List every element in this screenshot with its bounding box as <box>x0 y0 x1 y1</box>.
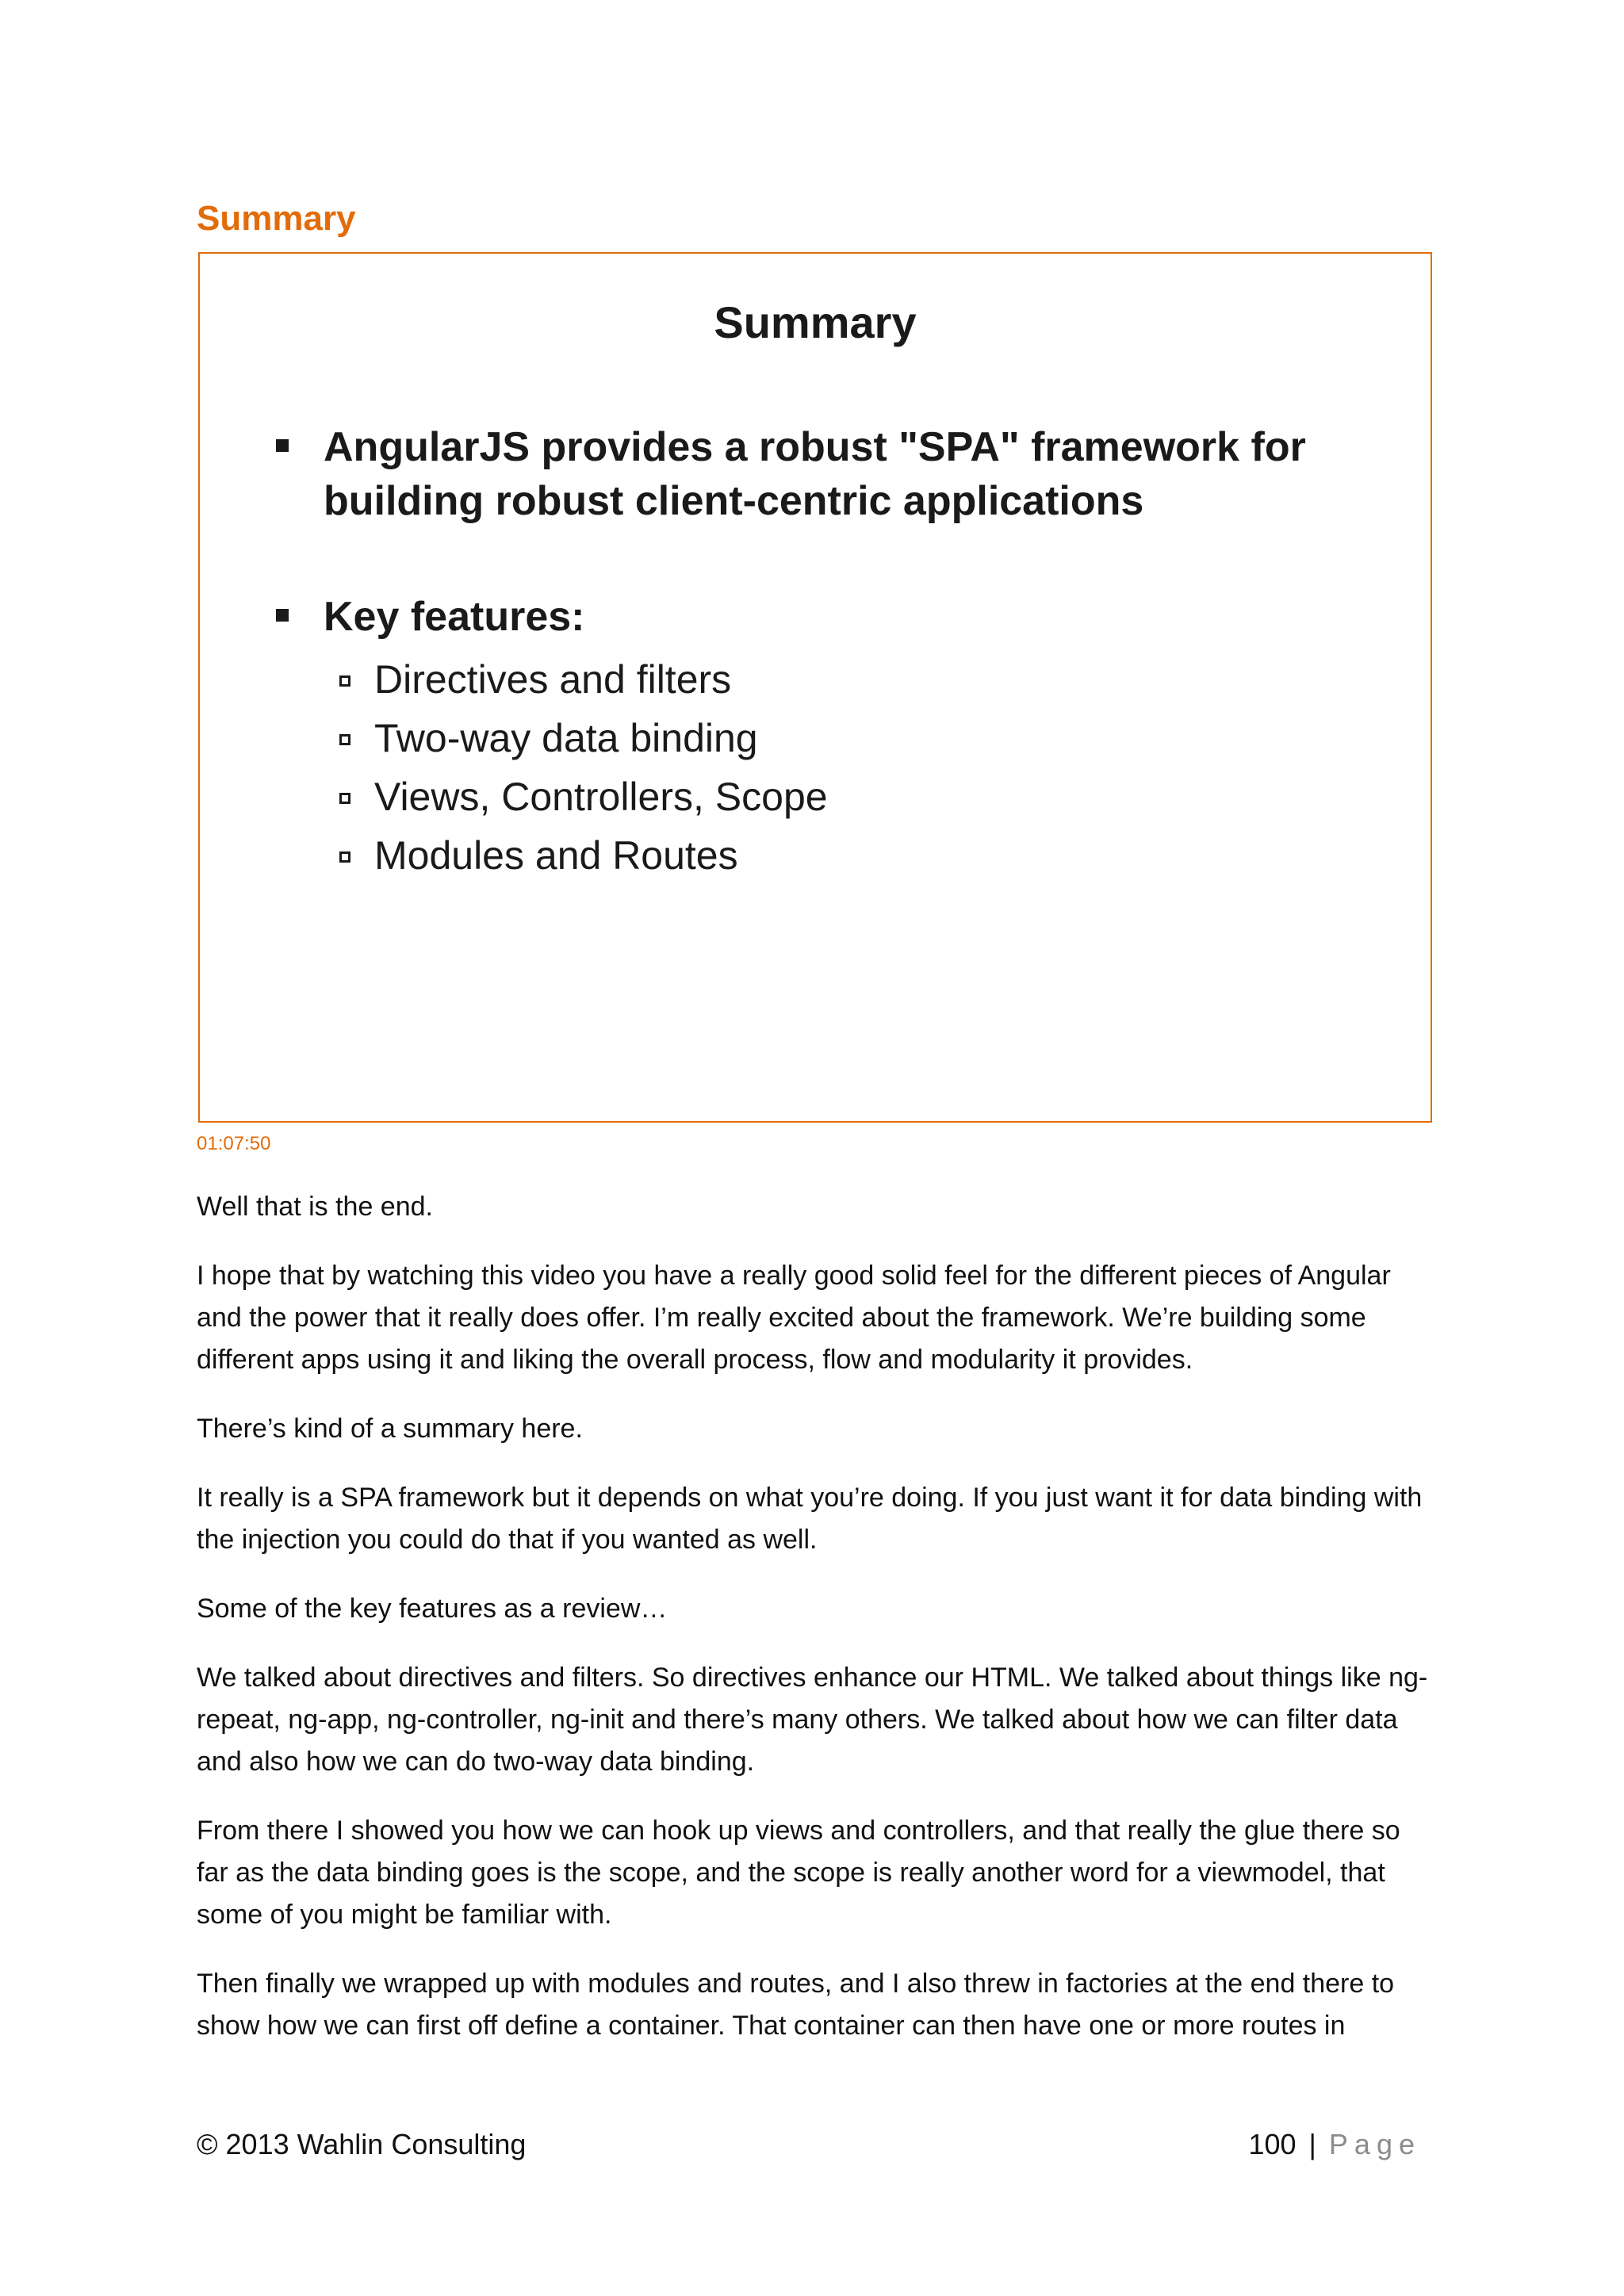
page-number: 100 <box>1248 2128 1297 2160</box>
hollow-square-bullet-icon <box>339 851 350 863</box>
page-footer <box>197 2125 1434 2164</box>
slide-title <box>200 295 1431 350</box>
hollow-square-bullet-icon <box>339 675 350 687</box>
paragraph: I hope that by watching this video you have a really good solid feel for the different pieces of Angular and the power that it really does offer. I’m really excited about the framework. We’re building some different apps using it and liking the overall process, flow and modularity it provides. <box>197 1261 1391 1375</box>
paragraph: Well that is the end. <box>197 1192 433 1222</box>
paragraph: Then finally we wrapped up with modules and routes, and I also threw in factories at the end there to show how we can first off define a container. That container can then have one or more routes in <box>197 1969 1395 2041</box>
slide-bullet-text: Key features: <box>324 594 585 640</box>
slide-title-text: Summary <box>714 297 917 347</box>
footer-page-label: Page <box>1328 2128 1421 2160</box>
slide-image <box>198 252 1432 1123</box>
slide-bullet-line-2: building robust client-centric applications <box>324 478 1144 524</box>
paragraph: We talked about directives and filters. So directives enhance our HTML. We talked about things like ng-repeat, ng-app, ng-controller, ng-init and there’s many others. We talked about how we can filter data and also how we can do two-way data binding. <box>197 1663 1428 1777</box>
hollow-square-bullet-icon <box>339 793 350 804</box>
footer-separator: | <box>1308 2128 1316 2160</box>
paragraph: There’s kind of a summary here. <box>197 1414 583 1444</box>
square-bullet-icon <box>276 609 289 622</box>
video-timestamp: 01:07:50 <box>197 1133 271 1154</box>
footer-copyright: © 2013 Wahlin Consulting <box>197 2128 527 2160</box>
paragraph: Some of the key features as a review… <box>197 1594 668 1624</box>
slide-sub-item-text: Directives and filters <box>374 657 732 702</box>
slide-sub-item-text: Modules and Routes <box>374 833 738 878</box>
square-bullet-icon <box>276 439 289 452</box>
slide-sub-item-text: Views, Controllers, Scope <box>374 775 828 819</box>
slide-bullet-text <box>324 420 1306 528</box>
footer-page-number <box>1248 2125 1421 2164</box>
paragraph: It really is a SPA framework but it depends on what you’re doing. If you just want it for data binding with the injection you could do that if you wanted as well. <box>197 1483 1423 1555</box>
hollow-square-bullet-icon <box>339 734 350 745</box>
paragraph: From there I showed you how we can hook up views and controllers, and that really the glue there so far as the data binding goes is the scope, and the scope is really another word for a viewmodel, that some of you might be familiar with. <box>197 1816 1400 1930</box>
section-heading: Summary <box>197 199 356 238</box>
transcript-body <box>197 1186 1434 2074</box>
slide-bullet-line-1: AngularJS provides a robust "SPA" framework for <box>324 424 1306 470</box>
slide-sub-item-text: Two-way data binding <box>374 716 758 760</box>
